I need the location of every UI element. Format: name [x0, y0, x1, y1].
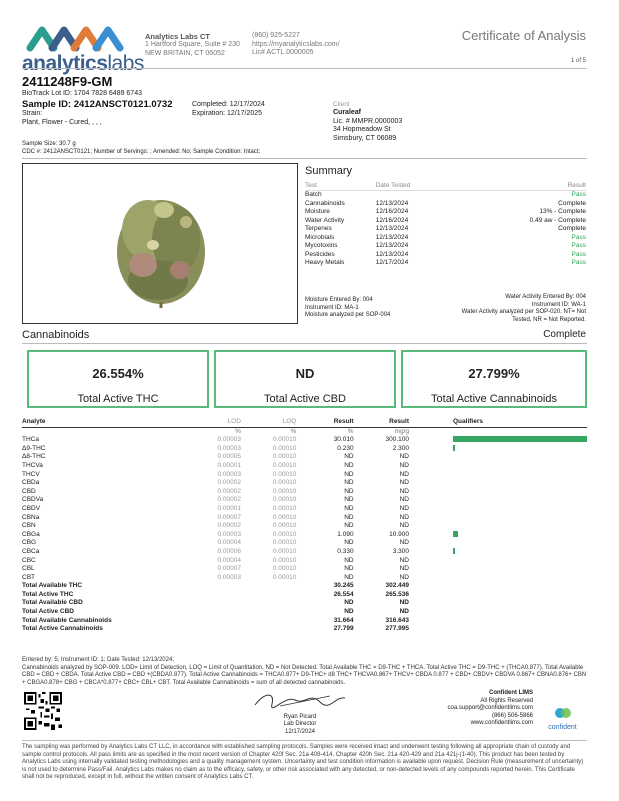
analyte-result-mg: ND [399, 453, 409, 461]
analyte-row [22, 531, 587, 540]
analyte-lod: 0.00003 [217, 470, 241, 478]
total-result-mg: 302.449 [385, 582, 409, 590]
analyte-loq: 0.00010 [272, 496, 297, 504]
analyte-header-row [22, 418, 587, 427]
confident-logo-icon [554, 707, 572, 719]
col-analyte: Analyte [22, 418, 146, 427]
signer-name: Ryan Picard [283, 713, 317, 720]
completed-date: Completed: 12/17/2024 [192, 101, 265, 108]
total-result-mg: 277.995 [385, 625, 409, 633]
analyte-qualifier [409, 505, 587, 514]
analyte-qualifier [409, 471, 587, 480]
lims-rights: All Rights Reserved [480, 697, 533, 704]
summary-result: Complete [558, 199, 586, 207]
analyte-result-mg: ND [399, 496, 409, 504]
client-license: Lic. # MMPR.0000003 [333, 117, 403, 125]
strain-block [22, 110, 102, 127]
analyte-loq: 0.00010 [272, 530, 297, 538]
page-number: 1 of 5 [570, 58, 586, 64]
total-row [22, 625, 587, 634]
analyte-loq: 0.00010 [272, 573, 297, 581]
analyte-result-pct: ND [344, 513, 354, 521]
summary-test: Batch [305, 191, 322, 198]
analyte-row [22, 539, 587, 548]
analyte-result-pct: ND [344, 470, 354, 478]
analyte-qualifier [409, 453, 587, 462]
dates-block [192, 101, 265, 118]
total-cbd-value: ND [295, 366, 315, 381]
analyte-row [22, 505, 587, 514]
unit-lod: % [235, 427, 241, 435]
analyte-result-mg: ND [399, 522, 409, 530]
moisture-info [305, 297, 390, 320]
summary-date: 12/13/2024 [375, 225, 409, 232]
analyte-qualifier [409, 479, 587, 488]
water-sop: Water Activity analyzed per SOP-020. NT= Not [461, 309, 586, 315]
total-row [22, 591, 587, 600]
summary-date: 12/13/2024 [375, 199, 409, 207]
summary-header-row [305, 182, 586, 191]
analyte-lod: 0.00003 [217, 530, 241, 538]
total-name: Total Active Cannabinoids [22, 625, 103, 633]
batch-id: 2411248F9-GM [22, 74, 113, 89]
qr-code-icon[interactable] [24, 692, 62, 730]
header-divider [22, 68, 587, 69]
analyte-row [22, 514, 587, 523]
confident-logo-text: confident [548, 724, 577, 731]
calculation-note: Cannabinoids analyzed by SOP-009. LOD= Limit of Detection, LOQ = Limit of Quantitation, ND = Not Detected. Total Available THC = D9-THC + THCA. Total Active THC = D9-THC + (THCA0.877). Total Available CBD = CBD + CBDA. Total Active CBD = CBD +(CBDA0.877). Total Active Cannabinoids = THCA0.877+ D9-THC+ d8 THC+ THCVA0.867+ THCV+ CBDA 0.877 + CBD+ CBDV+ CBDVA 0.867+ CBNA0.876+ CBN + CBGA0.878+ CBG + CBCA*0.877+ CBC+ CBL+ CBT. Total Available Cannabinoids = sum of all detected cannabinoids. [22, 664, 587, 686]
document-title: Certificate of Analysis [461, 28, 586, 43]
analyte-loq: 0.00010 [272, 539, 297, 547]
analyte-loq: 0.00010 [272, 487, 297, 495]
analyte-lod: 0.00004 [217, 556, 241, 564]
analyte-qualifier [409, 445, 587, 454]
analyte-result-pct: ND [344, 565, 354, 573]
unit-loq: % [290, 427, 297, 435]
client-address-line2: Simsbury, CT 06089 [333, 134, 397, 142]
analyte-result-mg: ND [399, 573, 409, 581]
cannabinoids-heading: Cannabinoids [22, 329, 90, 341]
total-result-mg: 316.643 [385, 616, 409, 624]
analyte-row [22, 462, 587, 471]
analyte-result-pct: 0.230 [337, 444, 354, 452]
analyte-qualifier [409, 462, 587, 471]
analyte-result-mg: ND [399, 487, 409, 495]
client-block [333, 101, 402, 143]
col-lod: LOD [146, 418, 241, 427]
analyte-result-pct: ND [344, 573, 354, 581]
moisture-sop: Moisture analyzed per SOP-004 [305, 312, 391, 318]
water-instrument: Instrument ID: WA-1 [531, 301, 586, 308]
confident-logo [540, 706, 585, 731]
analyte-name: CBNa [22, 513, 40, 521]
summary-test: Mycotoxins [305, 242, 338, 249]
analyte-lod: 0.00001 [217, 461, 241, 469]
analyte-result-mg: ND [399, 504, 409, 512]
analyte-result-mg: ND [399, 461, 409, 469]
analyte-row [22, 557, 587, 566]
total-result-pct: 26.554 [333, 590, 354, 598]
col-loq: LOQ [241, 418, 296, 427]
lab-website[interactable]: https://myanalyticslabs.com/ [252, 40, 340, 48]
analyte-loq: 0.00010 [272, 470, 297, 478]
strain-label: Strain: [22, 110, 43, 117]
analyte-result-pct: ND [344, 487, 354, 495]
expiration-date: Expiration: 12/17/2025 [192, 109, 263, 117]
total-result-pct: 31.664 [333, 616, 354, 624]
analyte-bar [453, 445, 455, 451]
analyte-qualifier [409, 531, 587, 540]
analyte-name: THCVa [22, 461, 43, 469]
analyte-loq: 0.00010 [272, 444, 297, 452]
total-result-pct: 30.245 [333, 582, 354, 590]
analyte-qualifier [409, 496, 587, 505]
analyte-lod: 0.00002 [217, 496, 241, 504]
summary-table [305, 182, 586, 268]
analyte-row [22, 436, 587, 445]
total-cannabinoids-label: Total Active Cannabinoids [431, 393, 557, 405]
total-result-pct: ND [344, 599, 354, 607]
total-name: Total Available THC [22, 582, 83, 590]
analytics-labs-logo [22, 24, 144, 75]
analyte-row [22, 471, 587, 480]
lab-address-line1: 1 Hartford Square, Suite # 230 [145, 41, 240, 48]
moisture-instrument: Instrument ID: MA-1 [305, 304, 359, 311]
water-note: Tested, NR = Not Reported. [512, 316, 586, 323]
analyte-qualifier [409, 565, 587, 574]
summary-result: Pass [571, 191, 586, 198]
analyte-loq: 0.00010 [272, 547, 297, 555]
analyte-name: CBN [22, 522, 36, 530]
analyte-lod: 0.00007 [217, 565, 241, 573]
summary-date: 12/13/2024 [375, 242, 409, 249]
analyte-result-mg: 3.300 [392, 547, 409, 555]
summary-col-test: Test [305, 182, 376, 191]
analyte-table [22, 418, 587, 634]
analyte-units-row [22, 427, 587, 436]
analyte-result-pct: ND [344, 453, 354, 461]
analyte-qualifier [409, 574, 587, 583]
analyte-name: CBC [22, 556, 36, 564]
analyte-bar [453, 531, 458, 537]
summary-row [305, 234, 586, 243]
client-name: Curaleaf [333, 109, 362, 116]
summary-test: Cannabinoids [305, 199, 345, 207]
summary-result: Pass [571, 233, 586, 241]
analyte-result-mg: ND [399, 513, 409, 521]
lab-address-block [145, 32, 255, 58]
analyte-lod: 0.00006 [217, 547, 241, 555]
unit-result: % [347, 427, 354, 435]
analyte-lod: 0.00002 [217, 487, 241, 495]
analyte-row [22, 496, 587, 505]
total-thc-box [27, 350, 209, 408]
total-cbd-box [214, 350, 396, 408]
summary-result: Pass [571, 242, 586, 249]
summary-result: Pass [571, 250, 586, 258]
entered-by-line: Entered by: 5; Instrument ID: 1; Date Tested: 12/13/2024; [22, 657, 174, 663]
lims-website[interactable]: www.confidentlims.com [470, 720, 533, 726]
lab-phone: (860) 925-5227 [252, 32, 300, 39]
total-row [22, 582, 587, 591]
total-name: Total Active CBD [22, 608, 75, 616]
analyte-result-pct: ND [344, 461, 354, 469]
analyte-name: CBG [22, 539, 37, 547]
summary-date: 12/16/2024 [375, 216, 409, 224]
analyte-result-pct: 0.330 [337, 547, 354, 555]
total-cannabinoids-box [401, 350, 587, 408]
summary-row [305, 208, 586, 217]
summary-date: 12/13/2024 [375, 250, 409, 258]
analyte-name: Δ8-THC [22, 453, 46, 461]
summary-test: Heavy Metals [305, 259, 345, 266]
sample-size: Sample Size: 30.7 g [22, 141, 76, 147]
cannabis-flower-image [98, 170, 224, 310]
col-result-pct: Result [296, 418, 353, 427]
summary-col-result: Result [486, 182, 586, 191]
analyte-result-pct: ND [344, 496, 354, 504]
analyte-lod: 0.00004 [217, 539, 241, 547]
summary-row [305, 251, 586, 260]
analyte-name: CBD [22, 487, 36, 495]
summary-row [305, 259, 586, 268]
signer-title: Lab Director [283, 721, 317, 727]
signer-date: 12/17/2024 [284, 728, 316, 735]
analyte-lod: 0.00002 [217, 522, 241, 530]
unit-mg: mg/g [394, 427, 409, 435]
analyte-name: THCa [22, 436, 39, 444]
analyte-result-pct: 30.010 [333, 436, 354, 444]
analyte-result-mg: 300.100 [385, 436, 409, 444]
analyte-loq: 0.00010 [272, 504, 297, 512]
client-label: Client [333, 101, 350, 108]
analyte-loq: 0.00010 [272, 461, 297, 469]
summary-date [376, 191, 486, 200]
summary-result: 0.49 aw - Complete [529, 216, 586, 224]
total-result-mg: ND [399, 599, 409, 607]
total-row [22, 608, 587, 617]
analyte-loq: 0.00010 [272, 479, 297, 487]
total-cbd-label: Total Active CBD [264, 393, 346, 405]
moisture-entered: Moisture Entered By: 004 [305, 297, 373, 303]
lab-address-line2: NEW BRITAIN, CT 06052 [145, 49, 225, 57]
analyte-loq: 0.00010 [272, 556, 297, 564]
client-address-line1: 34 Hopmeadow St [333, 126, 391, 133]
summary-test: Pesticides [305, 250, 335, 258]
lims-info [438, 690, 533, 728]
analyte-result-pct: ND [344, 539, 354, 547]
summary-row [305, 225, 586, 234]
water-activity-info [420, 294, 586, 324]
summary-test: Water Activity [305, 216, 345, 224]
cannabinoid-footnotes [22, 657, 587, 687]
analyte-result-pct: ND [344, 556, 354, 564]
analyte-result-mg: 2.300 [392, 444, 409, 452]
summary-test: Moisture [305, 208, 330, 215]
analyte-result-pct: ND [344, 504, 354, 512]
analyte-name: CBDVa [22, 496, 44, 504]
analyte-row [22, 445, 587, 454]
summary-col-date: Date Tested [376, 182, 486, 191]
total-result-mg: 265.536 [385, 590, 409, 598]
total-result-pct: ND [344, 608, 354, 616]
lims-phone: (866) 506-5866 [491, 712, 533, 719]
cdc-info: CDC #: 2412ANSCT0121; Number of Servings: ; Amended: No; Sample Condition: Intact; [22, 149, 261, 155]
analyte-lod: 0.00003 [217, 436, 241, 444]
analyte-result-mg: ND [399, 556, 409, 564]
summary-row [305, 217, 586, 226]
total-thc-label: Total Active THC [77, 393, 159, 405]
summary-test: Terpenes [305, 225, 332, 232]
analyte-name: CBT [22, 573, 35, 581]
analyte-row [22, 548, 587, 557]
analyte-loq: 0.00010 [272, 565, 297, 573]
analyte-row [22, 565, 587, 574]
analyte-result-mg: 10.900 [389, 530, 409, 538]
analyte-row [22, 479, 587, 488]
analyte-name: CBL [22, 565, 35, 573]
analyte-result-pct: 1.090 [337, 530, 354, 538]
analyte-loq: 0.00010 [272, 453, 297, 461]
analyte-name: CBCa [22, 547, 40, 555]
summary-date: 12/17/2024 [375, 259, 409, 266]
analyte-qualifier [409, 514, 587, 523]
matrix-value: Plant, Flower - Cured, , , , [22, 118, 102, 126]
analyte-row [22, 522, 587, 531]
analyte-lod: 0.00007 [217, 513, 241, 521]
analyte-qualifier [409, 436, 587, 445]
signature-block [250, 690, 350, 736]
col-qualifiers: Qualifiers [409, 418, 587, 427]
analyte-loq: 0.00010 [272, 513, 297, 521]
summary-result: Complete [558, 225, 586, 232]
analyte-lod: 0.00005 [217, 453, 241, 461]
logo-mountain-icon [22, 24, 132, 52]
analyte-result-mg: ND [399, 565, 409, 573]
analyte-lod: 0.00001 [217, 504, 241, 512]
analyte-loq: 0.00010 [272, 522, 297, 530]
summary-heading: Summary [305, 165, 353, 177]
analyte-qualifier [409, 557, 587, 566]
total-name: Total Active THC [22, 590, 74, 598]
analyte-lod: 0.00003 [217, 573, 241, 581]
summary-row [305, 191, 586, 200]
analyte-lod: 0.00002 [217, 479, 241, 487]
logo-wordmark: analyticslabs [22, 52, 144, 75]
analyte-name: CBDV [22, 504, 41, 512]
total-result-pct: 27.799 [333, 625, 354, 633]
analyte-result-mg: ND [399, 479, 409, 487]
analyte-result-mg: ND [399, 539, 409, 547]
biotrack-lot-id: BioTrack Lot ID: 1704 7828 6489 6743 [22, 90, 142, 97]
summary-result: Pass [571, 259, 586, 266]
summary-date: 12/16/2024 [375, 208, 409, 215]
lab-license: Lic# ACTL.0000005 [252, 49, 314, 56]
summary-row [305, 200, 586, 209]
info-divider [22, 158, 587, 159]
analyte-row [22, 453, 587, 462]
disclaimer: The sampling was performed by Analytics Labs CT LLC, in accordance with established sampling protocols. Samples were received intact and underwent testing following all appropriate chain of custody and sample control protocols. All pass limits are as specified in the most recent version of Chapter 420f Sec. 21a 408-414, Chapter 420h Sec. 21a 420-429 and 21a 421j-(1-40). This product has been tested by Analytics Labs using internally validated testing methodologies and a quality management system. Uncertainty and test condition information is available upon request. Decision Rule (measurement of uncertainty) is not used to determine Pass/Fail. Analytics Labs makes no claim as to the efficacy, safety, or other risk associated with any detected, or non-detected levels of any compounds reported herein. This Certificate shall not be reproduced, except in full, without the written consent of Analytics Labs CT. [22, 744, 584, 780]
analyte-qualifier [409, 488, 587, 497]
summary-result: 13% - Complete [539, 208, 586, 215]
sample-id: Sample ID: 2412ANSCT0121.0732 [22, 99, 173, 110]
lims-name: Confident LIMS [489, 690, 533, 696]
summary-date: 12/13/2024 [375, 233, 409, 241]
summary-row [305, 242, 586, 251]
analyte-result-pct: ND [344, 522, 354, 530]
footer-divider [22, 740, 587, 741]
lab-contact-block [252, 32, 372, 58]
analyte-lod: 0.00003 [217, 444, 241, 452]
analyte-loq: 0.00010 [272, 436, 297, 444]
cannabinoids-status: Complete [543, 329, 586, 340]
analyte-row [22, 488, 587, 497]
total-result-mg: ND [399, 608, 409, 616]
analyte-name: THCV [22, 470, 40, 478]
analyte-name: CBDa [22, 479, 40, 487]
analyte-qualifier [409, 522, 587, 531]
lims-email[interactable]: coa.support@confidentlims.com [447, 705, 533, 711]
analyte-name: Δ9-THC [22, 444, 46, 452]
total-cannabinoids-value: 27.799% [468, 366, 520, 381]
summary-test: Microbials [305, 233, 335, 241]
analyte-result-mg: ND [399, 470, 409, 478]
total-thc-value: 26.554% [92, 366, 144, 381]
total-row [22, 617, 587, 626]
total-name: Total Available CBD [22, 599, 83, 607]
analyte-bar [453, 436, 587, 442]
analyte-qualifier [409, 548, 587, 557]
col-result-mg: Result [354, 418, 409, 427]
water-entered: Water Activity Entered By: 004 [505, 294, 586, 300]
total-name: Total Available Cannabinoids [22, 616, 112, 624]
total-row [22, 599, 587, 608]
lab-name: Analytics Labs CT [145, 32, 211, 41]
analyte-row [22, 574, 587, 583]
cannabinoids-divider [22, 343, 587, 344]
analyte-qualifier [409, 539, 587, 548]
analyte-bar [453, 548, 455, 554]
signature-image [250, 690, 350, 710]
analyte-result-pct: ND [344, 479, 354, 487]
analyte-name: CBGa [22, 530, 40, 538]
